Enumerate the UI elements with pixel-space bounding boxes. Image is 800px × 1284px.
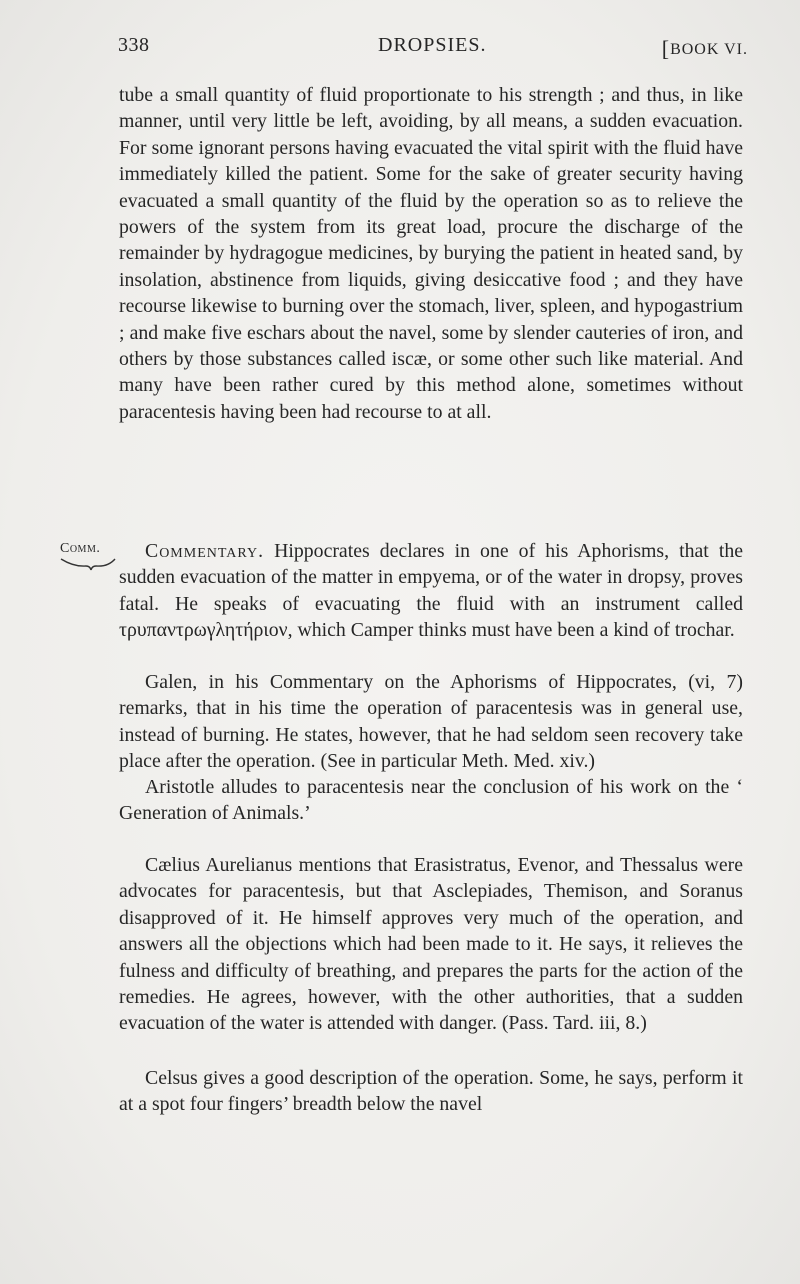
commentary-heading: Commentary. [145,540,265,562]
margin-brace-icon [60,556,116,572]
paragraph-caelius: Cælius Aurelianus mentions that Erasistratus, Evenor, and Thessalus were advocates for paracentesis, but that Asclepiades, Themison, and Soranus disapproved of it. He himself approves very much of the operation, and answers all the objections which had been made to it. He says, it relieves the fulness and difficulty of breathing, and prepares the parts for the action of the remedies. He agrees, however, with the other authorities, that a sudden evacuation of the water is attended with danger. (Pass. Tard. iii, 8.) [119,854,743,1035]
paragraph-1: tube a small quantity of fluid proportionate to his strength ; and thus, in like manner, until very little be left, avoiding, by all means, a sudden evacuation. For some ignorant persons having evacuated the vital spirit with the fluid have immediately killed the patient. Some for the sake of greater security having evacuated a small quantity of the fluid by the operation so as to relieve the powers of the system from its great load, procure the discharge of the remainder by hydragogue medicines, by burying the patient in heated sand, by insolation, abstinence from liquids, giving desiccative food ; and they have recourse likewise to burning over the stomach, liver, spleen, and hypogastrium ; and make five eschars about the navel, some by slender cauteries of iron, and others by those substances called iscæ, or some other such like material. And many have been rather cured by this method alone, sometimes without paracentesis having been had recourse to at all. [119,84,743,423]
book-reference-bracket: [ [661,36,671,61]
margin-note-comm: Comm. [60,541,101,556]
book-reference [662,34,748,62]
running-title: DROPSIES. [378,34,487,56]
paragraph-galen: Galen, in his Commentary on the Aphorisms of Hippocrates, (vi, 7) remarks, that in his time the operation of paracentesis was in general use, instead of burning. He states, however, that he had seldom seen recovery take place after the operation. (See in particular Meth. Med. xiv.) [119,671,743,773]
commentary-text: Hippocrates declares in one of his Aphorisms, that the sudden evacuation of the matter in empyema, or of the water in dropsy, proves fatal. He speaks of evacuating the fluid with an instrument called τρυπαντρωγλητήριον, which Camper thinks must have been a kind of trochar. [119,540,743,642]
page-header [118,34,748,64]
paragraph-aristotle: Aristotle alludes to paracentesis near the conclusion of his work on the ‘ Generation of Animals.’ [119,776,743,825]
paragraph-celsus: Celsus gives a good description of the operation. Some, he says, perform it at a spot four fingers’ breadth below the navel [119,1067,743,1116]
book-reference-label: BOOK VI. [670,41,748,58]
commentary-paragraph [119,538,743,644]
page-number: 338 [118,34,150,56]
